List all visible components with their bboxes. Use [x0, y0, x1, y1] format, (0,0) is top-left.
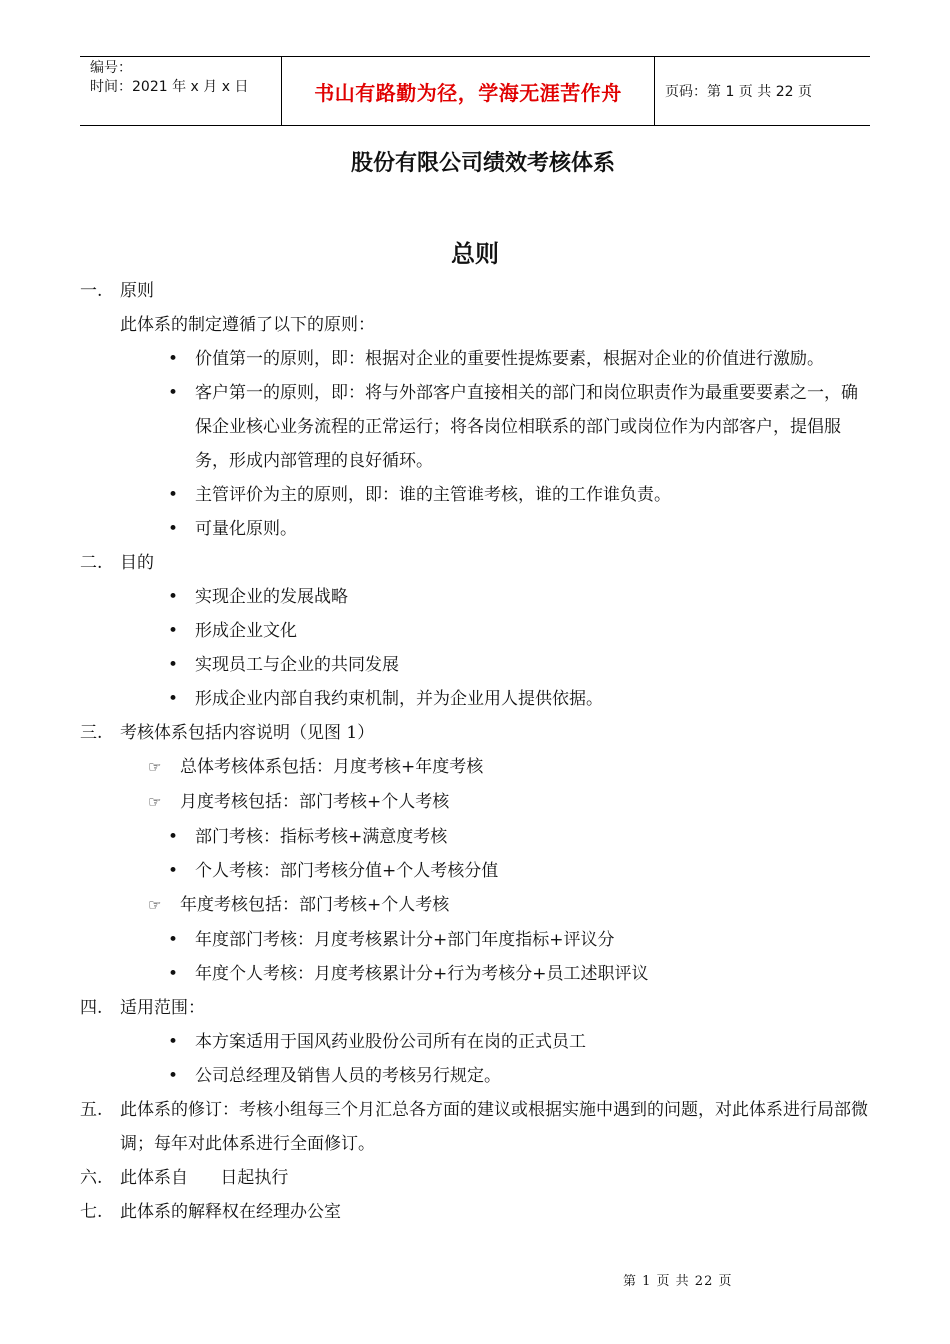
number-label: 编号：	[90, 60, 132, 76]
document-body	[80, 274, 870, 1229]
page-footer: 第 1 页 共 22 页	[623, 1274, 733, 1289]
header-page-label: 页码：第 1 页 共 22 页	[665, 84, 812, 100]
pointing-hand-icon: ☞	[148, 896, 162, 914]
section-text: 此体系自 日起执行	[120, 1168, 289, 1188]
list-item: • 形成企业内部自我约束机制，并为企业用人提供依据。	[80, 682, 870, 716]
section-title: 总则	[451, 240, 499, 268]
list-item: • 年度部门考核：月度考核累计分+部门年度指标+评议分	[80, 923, 870, 957]
section-number: 二.	[80, 553, 103, 573]
section-heading: 适用范围：	[120, 998, 205, 1018]
section-purpose	[80, 546, 870, 580]
hand-item-text: 总体考核体系包括：月度考核+年度考核	[180, 757, 484, 777]
list-item: • 客户第一的原则，即：将与外部客户直接相关的部门和岗位职责作为最重要要素之一，确保企业核心业务流程的正常运行；将各岗位相联系的部门或岗位作为内部客户，提倡服务，形成内部管理的良好循环。	[80, 376, 870, 478]
list-item: • 价值第一的原则，即：根据对企业的重要性提炼要素，根据对企业的价值进行激励。	[80, 342, 870, 376]
section-principles	[80, 274, 870, 308]
section-revision	[80, 1093, 870, 1161]
section-heading: 考核体系包括内容说明（见图 1）	[120, 723, 375, 743]
section-number: 一.	[80, 281, 103, 301]
list-item: • 实现员工与企业的共同发展	[80, 648, 870, 682]
section-text: 此体系的解释权在经理办公室	[120, 1202, 341, 1222]
hand-item-text: 年度考核包括：部门考核+个人考核	[180, 895, 450, 915]
section-number: 四.	[80, 998, 103, 1018]
list-item: • 本方案适用于国风药业股份公司所有在岗的正式员工	[80, 1025, 870, 1059]
header-motto: 书山有路勤为径，学海无涯苦作舟	[281, 57, 655, 125]
section-interpretation	[80, 1195, 870, 1229]
hand-item	[80, 888, 870, 923]
hand-item	[80, 750, 870, 785]
time-label: 时间：2021 年 x 月 x 日	[90, 79, 249, 95]
hand-item	[80, 785, 870, 820]
page-header	[80, 56, 870, 126]
list-item: • 年度个人考核：月度考核累计分+行为考核分+员工述职评议	[80, 957, 870, 991]
section-effective-date	[80, 1161, 870, 1195]
section-heading: 原则	[120, 281, 154, 301]
section-number: 六.	[80, 1168, 103, 1188]
section-text: 此体系的修订：考核小组每三个月汇总各方面的建议或根据实施中遇到的问题，对此体系进行局部微调；每年对此体系进行全面修订。	[120, 1100, 868, 1154]
principles-intro: 此体系的制定遵循了以下的原则：	[120, 315, 375, 335]
pointing-hand-icon: ☞	[148, 758, 162, 776]
pointing-hand-icon: ☞	[148, 793, 162, 811]
list-item: • 公司总经理及销售人员的考核另行规定。	[80, 1059, 870, 1093]
hand-item-text: 月度考核包括：部门考核+个人考核	[180, 792, 450, 812]
list-item: • 实现企业的发展战略	[80, 580, 870, 614]
section-heading: 目的	[120, 553, 154, 573]
list-item: • 部门考核：指标考核+满意度考核	[80, 820, 870, 854]
document-title: 股份有限公司绩效考核体系	[350, 151, 615, 176]
section-scope	[80, 991, 870, 1025]
header-meta	[80, 57, 281, 125]
section-number: 五.	[80, 1100, 103, 1120]
list-item: • 主管评价为主的原则，即：谁的主管谁考核，谁的工作谁负责。	[80, 478, 870, 512]
list-item: • 可量化原则。	[80, 512, 870, 546]
section-number: 三.	[80, 723, 103, 743]
section-number: 七.	[80, 1202, 103, 1222]
list-item: • 形成企业文化	[80, 614, 870, 648]
section-assessment-content	[80, 716, 870, 750]
list-item: • 个人考核：部门考核分值+个人考核分值	[80, 854, 870, 888]
